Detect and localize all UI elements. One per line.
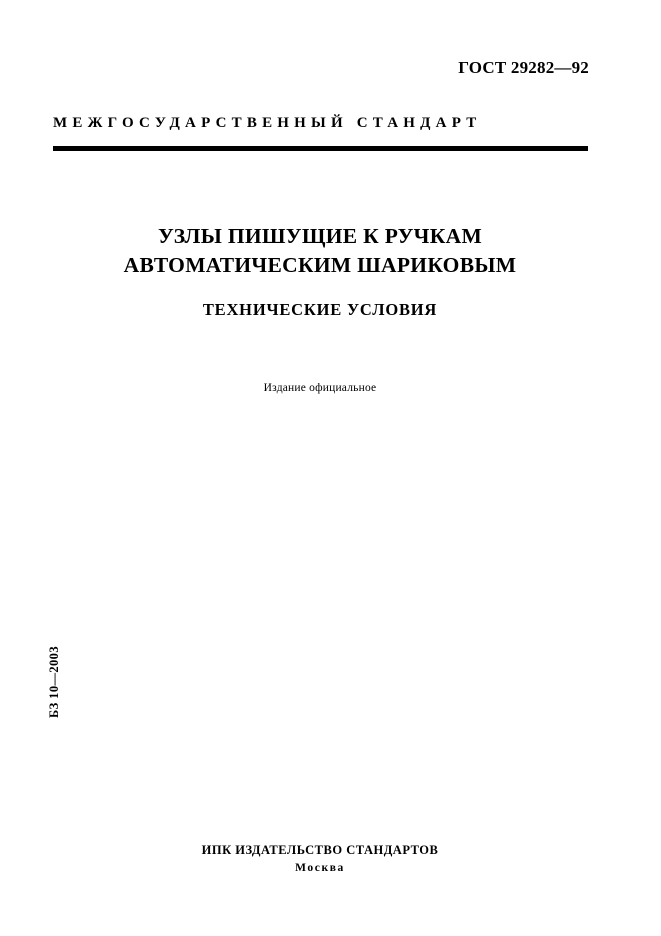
title-line-2: АВТОМАТИЧЕСКИМ ШАРИКОВЫМ <box>123 253 517 277</box>
gost-number: ГОСТ 29282—92 <box>458 58 589 77</box>
publisher-block <box>60 843 580 874</box>
standard-kind-heading: МЕЖГОСУДАРСТВЕННЫЙ СТАНДАРТ <box>53 115 482 131</box>
title-line-1: УЗЛЫ ПИШУЩИЕ К РУЧКАМ <box>157 224 483 248</box>
edition-note: Издание официальное <box>263 382 377 394</box>
horizontal-rule <box>53 146 588 151</box>
document-title <box>60 222 580 280</box>
publisher-name: ИПК ИЗДАТЕЛЬСТВО СТАНДАРТОВ <box>201 843 439 857</box>
document-subtitle: ТЕХНИЧЕСКИЕ УСЛОВИЯ <box>202 300 438 319</box>
publisher-city: Москва <box>295 862 345 874</box>
side-margin-code: БЗ 10—2003 <box>47 646 61 718</box>
